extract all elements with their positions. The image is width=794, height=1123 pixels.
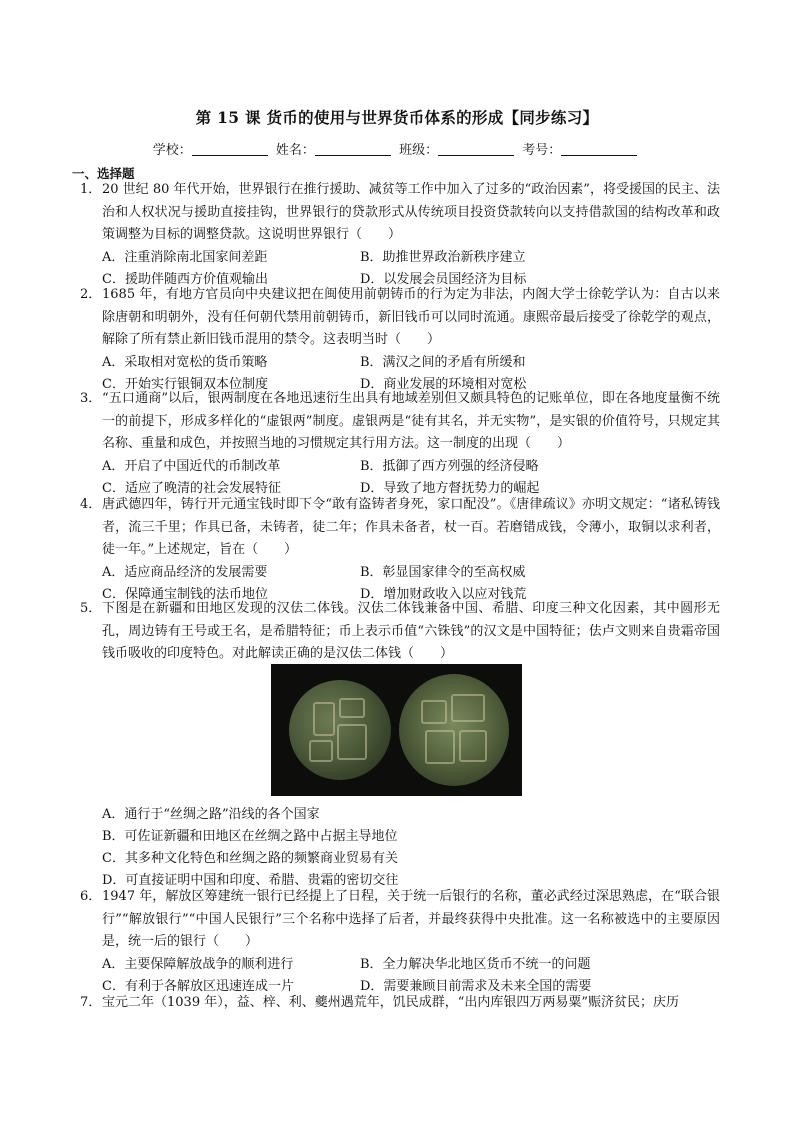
option-a[interactable]: A．适应商品经济的发展需要 xyxy=(102,564,268,580)
exam-number-field xyxy=(522,139,641,158)
option-d[interactable]: D．以发展会员国经济为目标 xyxy=(360,271,527,287)
options xyxy=(102,456,720,500)
option-b[interactable]: B．助推世界政治新秩序建立 xyxy=(360,249,526,265)
option-d[interactable]: D．增加财政收入以应对钱荒 xyxy=(360,586,527,602)
option-a[interactable]: A．采取相对宽松的货币策略 xyxy=(102,354,268,370)
option-b[interactable]: B．彰显国家律令的至高权威 xyxy=(360,564,526,580)
question-stem: 1947 年，解放区筹建统一银行已经提上了日程，关于统一后银行的名称，董必武经过深思熟虑，在“联合银行”“解放银行”“中国人民银行”三个名称中选择了后者，并最终获得中央批准。这一名称被选中的主要原因是，统一后的银行（ ） xyxy=(102,889,720,949)
option-b[interactable]: B．抵御了西方列强的经济侵略 xyxy=(360,458,539,474)
page-title: 第 15 课 货币的使用与世界货币体系的形成【同步练习】 xyxy=(195,108,599,127)
question-number: 3． xyxy=(80,391,102,406)
option-a[interactable]: A．开启了中国近代的币制改革 xyxy=(102,458,281,474)
question-number: 7． xyxy=(80,995,102,1010)
student-info-line xyxy=(0,139,794,158)
exam-number-label: 考号： xyxy=(522,143,562,158)
name-label: 姓名： xyxy=(275,143,315,158)
option-c[interactable]: C．保障通宝制钱的法币地位 xyxy=(102,586,268,602)
options xyxy=(102,954,720,998)
question-5-options xyxy=(80,804,720,892)
option-c[interactable]: C．开始实行银铜双本位制度 xyxy=(102,376,268,392)
question-3 xyxy=(80,388,720,500)
option-d[interactable]: D．需要兼顾目前需求及未来全国的需要 xyxy=(360,978,592,994)
option-b[interactable]: B．全力解决华北地区货币不统一的问题 xyxy=(360,956,591,972)
question-stem: 1685 年，有地方官员向中央建议把在闽使用前朝铸币的行为定为非法，内阁大学士徐乾学认为：自古以来除唐朝和明朝外，没有任何朝代禁用前朝铸币，新旧钱币可以同时流通。康熙帝最后接受了徐乾学的观点，解除了所有禁止新旧钱币混用的禁令。这表明当时（ ） xyxy=(102,287,720,347)
class-field xyxy=(399,139,518,158)
question-stem: 20 世纪 80 年代开始，世界银行在推行援助、减贫等工作中加入了过多的“政治因素”，将受援国的民主、法治和人权状况与援助直接挂钩，世界银行的贷款形式从传统项目投资贷款转向以支持借款国的结构改革和政策调整为目标的调整贷款。这说明世界银行（ ） xyxy=(102,182,720,242)
option-a[interactable]: A．主要保障解放战争的顺利进行 xyxy=(102,956,294,972)
option-c[interactable]: C．其多种文化特色和丝绸之路的频繁商业贸易有关 xyxy=(102,851,398,866)
question-stem: “五口通商”以后，银两制度在各地迅速衍生出具有地域差别但又颇具特色的记账单位，即在各地度量衡不统一的前提下，形成多样化的“虚银两”制度。虚银两是“徒有其名，并无实物”，是实银的价值符号，只规定其名称、重量和成色，并按照当地的习惯规定其行用方法。这一制度的出现（ ） xyxy=(102,391,720,451)
question-number: 6． xyxy=(80,889,102,904)
option-c[interactable]: C．适应了晚清的社会发展特征 xyxy=(102,480,281,496)
coin-reverse-image xyxy=(399,674,509,786)
option-a[interactable]: A．注重消除南北国家间差距 xyxy=(102,249,268,265)
question-stem: 宝元二年（1039 年），益、梓、利、夔州遇荒年，饥民成群，“出内库银四万两易粟”赈济贫民；庆历 xyxy=(102,995,680,1010)
option-c[interactable]: C．有利于各解放区迅速连成一片 xyxy=(102,978,294,994)
option-b[interactable]: B．可佐证新疆和田地区在丝绸之路中占据主导地位 xyxy=(102,829,398,844)
option-d[interactable]: D．可直接证明中国和印度、希腊、贵霜的密切交往 xyxy=(102,873,399,888)
question-number: 5． xyxy=(80,601,102,616)
question-stem: 唐武德四年，铸行开元通宝钱时即下令“敢有盗铸者身死，家口配没”。《唐律疏议》亦明文规定：“诸私铸钱者，流三千里；作具已备，未铸者，徒二年；作具未备者，杖一百。若磨错成钱，令薄小，取铜以求利者，徒一年。”上述规定，旨在（ ） xyxy=(102,497,720,557)
question-number: 4． xyxy=(80,497,102,512)
school-label: 学校： xyxy=(152,143,192,158)
options xyxy=(102,804,720,892)
class-blank[interactable] xyxy=(438,143,514,156)
name-blank[interactable] xyxy=(315,143,391,156)
question-4 xyxy=(80,494,720,606)
option-a[interactable]: A．通行于“丝绸之路”沿线的各个国家 xyxy=(102,807,320,822)
question-stem: 下图是在新疆和田地区发现的汉佉二体钱。汉佉二体钱兼备中国、希腊、印度三种文化因素，其中圆形无孔，周边铸有王号或王名，是希腊特征；币上表示币值“六铢钱”的汉文是中国特征；佉卢文则来自贵霜帝国钱币吸收的印度特色。对此解读正确的是汉佉二体钱（ ） xyxy=(102,601,720,661)
option-b[interactable]: B．满汉之间的矛盾有所缓和 xyxy=(360,354,526,370)
exam-number-blank[interactable] xyxy=(561,143,637,156)
question-1 xyxy=(80,179,720,291)
question-2 xyxy=(80,284,720,396)
question-7 xyxy=(80,992,720,1015)
question-number: 1． xyxy=(80,182,102,197)
school-blank[interactable] xyxy=(192,143,268,156)
question-number: 2． xyxy=(80,287,102,302)
name-field xyxy=(276,139,395,158)
question-5 xyxy=(80,598,720,666)
section-heading: 一、选择题 xyxy=(72,166,135,181)
coin-photo xyxy=(271,664,522,796)
option-d[interactable]: D．导致了地方督抚势力的崛起 xyxy=(360,480,540,496)
option-d[interactable]: D．商业发展的环境相对宽松 xyxy=(360,376,527,392)
option-c[interactable]: C．援助伴随西方价值观输出 xyxy=(102,271,268,287)
class-label: 班级： xyxy=(399,143,439,158)
question-6 xyxy=(80,886,720,998)
coin-obverse-image xyxy=(289,680,391,780)
school-field xyxy=(153,139,272,158)
